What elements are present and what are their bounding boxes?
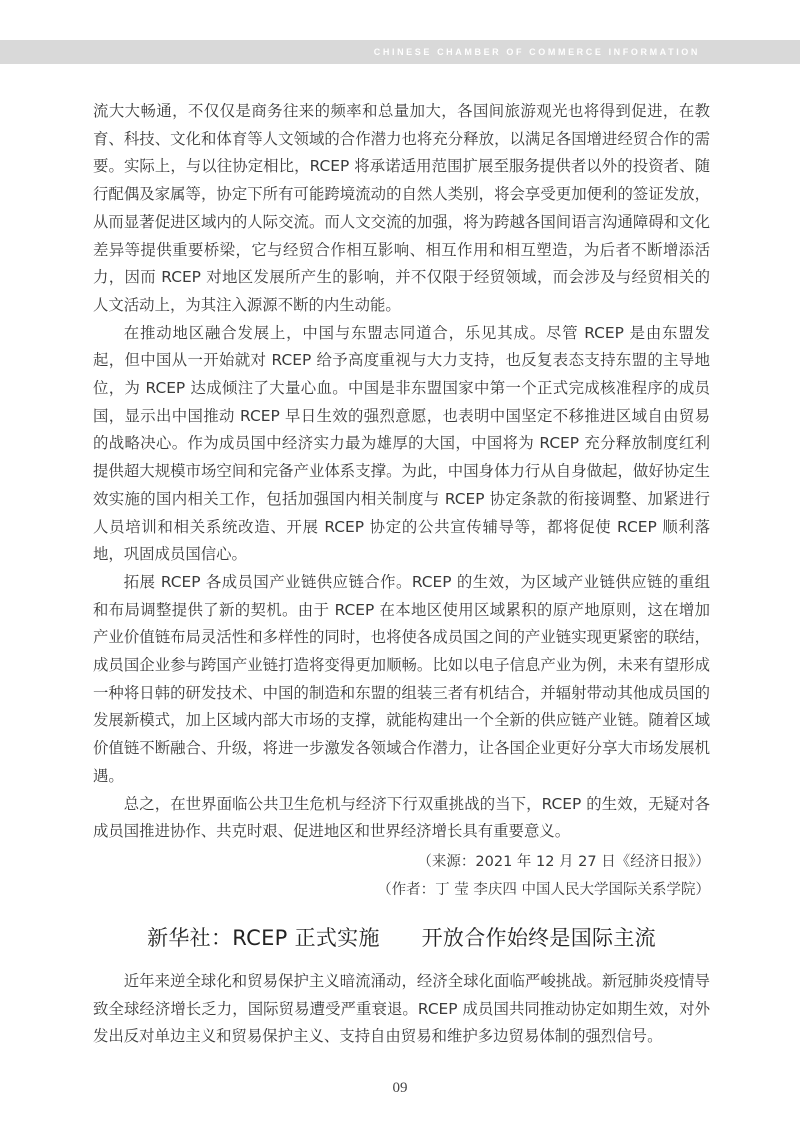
article-paragraph-1: 流大大畅通，不仅仅是商务往来的频率和总量加大，各国间旅游观光也将得到促进，在教育、科技、文化和体育等人文领域的合作潜力也将充分释放，以满足各国增进经贸合作的需要。实际上，与以往协定相比，RCEP 将承诺适用范围扩展至服务提供者以外的投资者、随行配偶及家属等，协定下所有可能跨境流动的自然人类别，将会享受更加便利的签证发放，从而显著促进区域内的人际交流。而人文交流的加强，将为跨越各国间语言沟通障碍和文化差异等提供重要桥梁，它与经贸合作相互影响、相互作用和相互塑造，为后者不断增添活力，因而 RCEP 对地区发展所产生的影响，并不仅限于经贸领域，而会涉及与经贸相关的人文活动上，为其注入源源不断的内生动能。: [93, 102, 710, 314]
section-title: 新华社：RCEP 正式实施 开放合作始终是国际主流: [147, 926, 656, 950]
article-paragraph-4: 总之，在世界面临公共卫生危机与经济下行双重挑战的当下，RCEP 的生效，无疑对各成员国推进协作、共克时艰、促进地区和世界经济增长具有重要意义。: [93, 794, 710, 841]
article-body: [93, 98, 710, 904]
page-number: 09: [392, 1080, 408, 1096]
header-band: [0, 40, 800, 64]
article-authors: （作者：丁 莹 李庆四 中国人民大学国际关系学院）: [377, 881, 710, 898]
header-title: CHINESE CHAMBER OF COMMERCE INFORMATION: [373, 47, 700, 57]
article-paragraph-2: 在推动地区融合发展上，中国与东盟志同道合，乐见其成。尽管 RCEP 是由东盟发起，但中国从一开始就对 RCEP 给予高度重视与大力支持，也反复表态支持东盟的主导地位，为 RCEP 达成倾注了大量心血。中国是非东盟国家中第一个正式完成核准程序的成员国，显示出中国推动 RCEP 早日生效的强烈意愿，也表明中国坚定不移推进区域自由贸易的战略决心。作为成员国中经济实力最为雄厚的大国，中国将为 RCEP 充分释放制度红利提供超大规模市场空间和完备产业体系支撑。为此，中国身体力行从自身做起，做好协定生效实施的国内相关工作，包括加强国内相关制度与 RCEP 协定条款的衔接调整、加紧进行人员培训和相关系统改造、开展 RCEP 协定的公共宣传辅导等，都将促使 RCEP 顺利落地，巩固成员国信心。: [93, 323, 710, 564]
section-body: [93, 968, 710, 1051]
article-paragraph-3: 拓展 RCEP 各成员国产业链供应链合作。RCEP 的生效，为区域产业链供应链的重组和布局调整提供了新的契机。由于 RCEP 在本地区使用区域累积的原产地原则，这在增加产业价值链布局灵活性和多样性的同时，也将使各成员国之间的产业链实现更紧密的联结，成员国企业参与跨国产业链打造将变得更加顺畅。比如以电子信息产业为例，未来有望形成一种将日韩的研发技术、中国的制造和东盟的组装三者有机结合，并辐射带动其他成员国的发展新模式，加上区域内部大市场的支撑，就能构建出一个全新的供应链产业链。随着区域价值链不断融合、升级，将进一步激发各领域合作潜力，让各国企业更好分享大市场发展机遇。: [93, 572, 710, 785]
section-paragraph-1: 近年来逆全球化和贸易保护主义暗流涌动，经济全球化面临严峻挑战。新冠肺炎疫情导致全球经济增长乏力，国际贸易遭受严重衰退。RCEP 成员国共同推动协定如期生效，对外发出反对单边主义和贸易保护主义、支持自由贸易和维护多边贸易体制的强烈信号。: [93, 972, 710, 1046]
article-source: （来源：2021 年 12 月 27 日《经济日报》）: [417, 853, 710, 870]
